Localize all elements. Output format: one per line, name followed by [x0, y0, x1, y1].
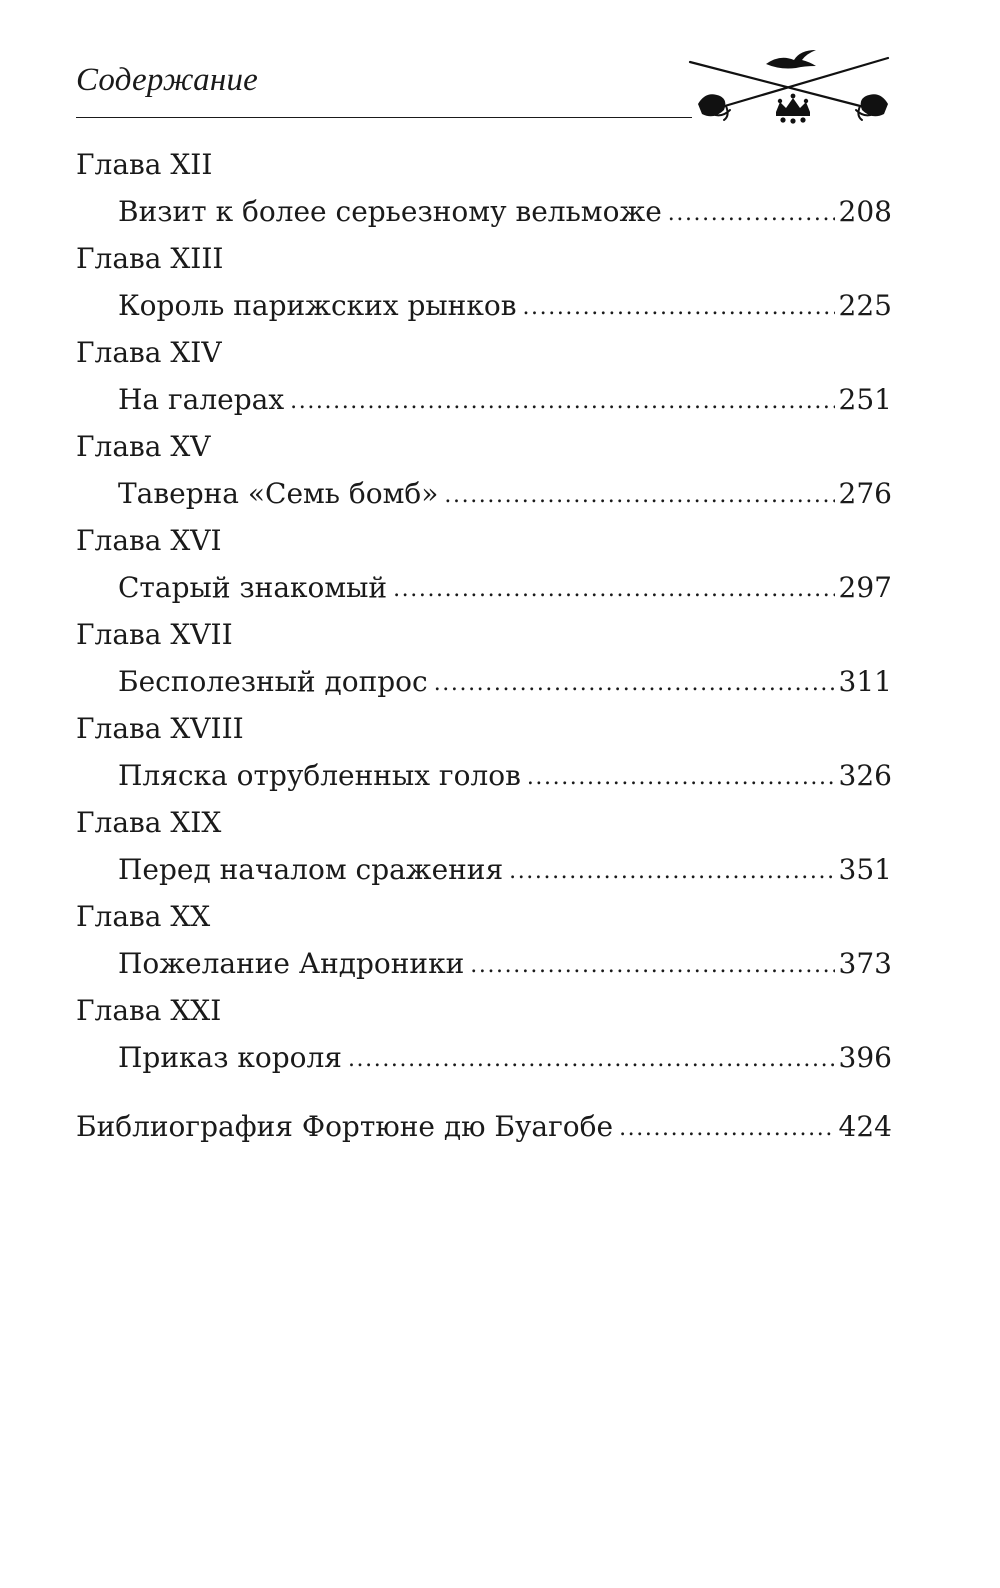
chapter-label: Глава XX	[76, 900, 211, 933]
crossed-swords-ornament-icon	[688, 46, 898, 128]
toc-chapter	[76, 517, 892, 611]
entry-title: На галерах	[118, 383, 285, 416]
toc-entry[interactable]	[118, 1034, 892, 1081]
toc-chapter	[76, 705, 892, 799]
entry-title: Пожелание Андроники	[118, 947, 465, 980]
chapter-label: Глава XVIII	[76, 712, 244, 745]
toc-entry[interactable]	[118, 658, 892, 705]
entry-title: Визит к более серьезному вельможе	[118, 195, 662, 228]
chapter-label: Глава XXI	[76, 994, 222, 1027]
chapter-label: Глава XIV	[76, 336, 222, 369]
entry-title: Таверна «Семь бомб»	[118, 477, 439, 510]
toc-chapter	[76, 141, 892, 235]
toc-entry[interactable]	[118, 470, 892, 517]
toc-chapter	[76, 423, 892, 517]
dot-leader	[509, 845, 834, 895]
toc-entry[interactable]	[118, 752, 892, 799]
dot-leader	[290, 375, 834, 425]
table-of-contents	[76, 141, 892, 1150]
page-number: 208	[838, 195, 892, 228]
page-number: 396	[838, 1041, 892, 1074]
toc-entry[interactable]	[118, 282, 892, 329]
toc-entry[interactable]	[118, 940, 892, 987]
page-number: 326	[838, 759, 892, 792]
chapter-label: Глава XIII	[76, 242, 224, 275]
toc-chapter	[76, 799, 892, 893]
toc-entry[interactable]	[118, 846, 892, 893]
dot-leader	[434, 657, 835, 707]
dot-leader	[522, 281, 834, 331]
chapter-label: Глава XIX	[76, 806, 222, 839]
entry-title: Бесполезный допрос	[118, 665, 428, 698]
dot-leader	[668, 187, 835, 237]
entry-title: Король парижских рынков	[118, 289, 517, 322]
dot-leader	[619, 1102, 834, 1152]
page-number: 351	[838, 853, 892, 886]
page-number: 297	[838, 571, 892, 604]
page-header	[76, 40, 896, 130]
chapter-label: Глава XII	[76, 148, 213, 181]
entry-title: Библиография Фортюне дю Буагобе	[76, 1110, 614, 1143]
dot-leader	[393, 563, 834, 613]
chapter-label: Глава XVII	[76, 618, 233, 651]
chapter-label: Глава XVI	[76, 524, 222, 557]
entry-title: Пляска отрубленных голов	[118, 759, 521, 792]
page-number: 424	[838, 1110, 892, 1143]
toc-chapter	[76, 235, 892, 329]
chapter-label: Глава XV	[76, 430, 211, 463]
toc-chapter	[76, 329, 892, 423]
page-number: 276	[838, 477, 892, 510]
dot-leader	[348, 1033, 835, 1083]
page-number: 225	[838, 289, 892, 322]
toc-chapter	[76, 611, 892, 705]
toc-chapter	[76, 893, 892, 987]
header-rule	[76, 117, 692, 118]
dot-leader	[470, 939, 834, 989]
page-number: 251	[838, 383, 892, 416]
toc-entry[interactable]	[118, 376, 892, 423]
page-title: Содержание	[76, 62, 259, 98]
entry-title: Приказ короля	[118, 1041, 342, 1074]
entry-title: Перед началом сражения	[118, 853, 504, 886]
entry-title: Старый знакомый	[118, 571, 388, 604]
page-number: 373	[838, 947, 892, 980]
page-number: 311	[838, 665, 892, 698]
toc-entry-bibliography[interactable]	[76, 1103, 892, 1150]
dot-leader	[444, 469, 834, 519]
toc-entry[interactable]	[118, 564, 892, 611]
dot-leader	[527, 751, 835, 801]
toc-chapter	[76, 987, 892, 1081]
toc-entry[interactable]	[118, 188, 892, 235]
